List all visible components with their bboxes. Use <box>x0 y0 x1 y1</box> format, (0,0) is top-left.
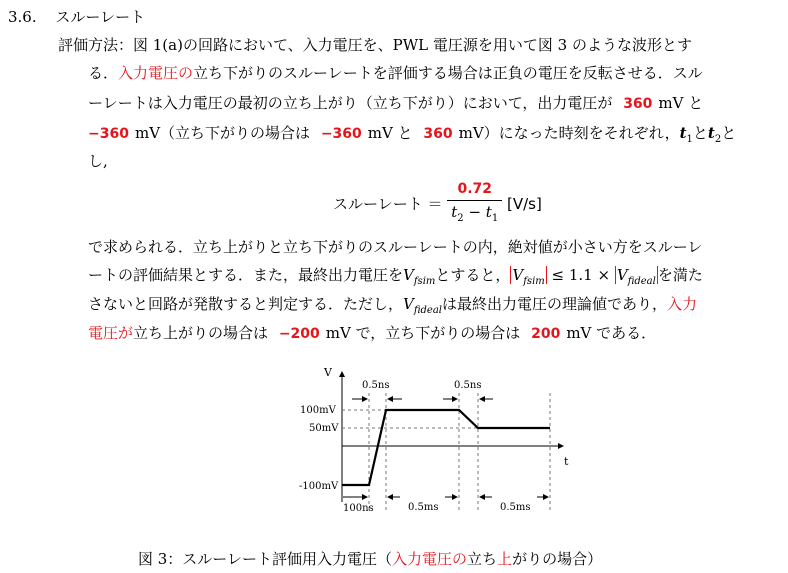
var-v: V <box>616 266 628 284</box>
y-axis-label: V <box>324 366 332 379</box>
value-200: 200 <box>531 326 561 342</box>
input-waveform <box>342 410 550 485</box>
text-run: mV（立ち下がりの場合は <box>134 124 311 142</box>
text-run: mV と <box>658 94 704 112</box>
var-t: t <box>451 203 458 221</box>
paragraph-2-line-1: で求められる．立ち上がりと立ち下がりのスルーレートの内，絶対値が小さい方をスルーレ <box>88 238 703 256</box>
var-v: V <box>403 295 414 313</box>
inequality: ≤ 1.1 × <box>551 266 611 284</box>
highlight-text: 入力 <box>667 295 698 313</box>
text-run: 図 3：スルーレート評価用入力電圧（ <box>138 550 393 568</box>
figure-caption <box>138 548 602 570</box>
var-t: t <box>679 124 687 142</box>
subscript: fsim <box>413 276 436 287</box>
formula-numerator: 0.72 <box>447 178 502 201</box>
section-number: 3.6. <box>8 8 37 26</box>
label-0.5ns-second: 0.5ns <box>454 380 482 391</box>
section-title: スルーレート <box>55 8 146 26</box>
text-run: さないと回路が発散すると判定する．ただし， <box>88 295 404 313</box>
minus-sign: − <box>463 203 486 221</box>
text-run: 立ち上がりの場合は <box>133 324 269 342</box>
text-run: mV と <box>367 124 413 142</box>
text-run: 立ち下がりのスルーレートを評価する場合は正負の電圧を反転させる．スル <box>193 64 703 82</box>
text-run: ーレートは入力電圧の最初の立ち上がり（立ち下がり）において，出力電圧が <box>88 94 613 112</box>
text-run: は最終出力電圧の理論値であり， <box>442 295 668 313</box>
subscript: 1 <box>686 134 693 145</box>
subscript: 2 <box>457 213 464 224</box>
subscript: 1 <box>491 213 499 224</box>
value-minus-360: −360 <box>88 126 129 142</box>
text-run: mV）になった時刻をそれぞれ， <box>458 124 680 142</box>
text-run: と <box>692 124 708 142</box>
var-t: t <box>707 124 715 142</box>
label-minus-100mv: -100mV <box>299 481 339 492</box>
label-0.5ns-first: 0.5ns <box>362 380 390 391</box>
label-0.5ms-second: 0.5ms <box>500 502 531 513</box>
highlight-text: 入力電圧の <box>392 550 468 568</box>
highlight-text: 電圧が <box>88 324 134 342</box>
value-360: 360 <box>623 96 653 112</box>
highlight-text: 入力電圧の <box>118 64 194 82</box>
label-0.5ms-first: 0.5ms <box>408 502 439 513</box>
subscript: 2 <box>714 134 722 145</box>
text-run: と <box>721 124 737 142</box>
value-minus-360: −360 <box>320 126 362 142</box>
formula-lhs: スルーレート ＝ <box>333 195 443 213</box>
value-360: 360 <box>423 126 453 142</box>
text-run: を満た <box>657 266 703 284</box>
label-100mv: 100mV <box>300 405 336 416</box>
paragraph-1-line-5: し, <box>88 152 108 170</box>
formula-unit: [V/s] <box>506 195 542 213</box>
highlight-text: 上 <box>497 550 513 568</box>
subscript: fideal <box>413 305 443 316</box>
text-run: がりの場合） <box>512 550 603 568</box>
text-run: 立ち <box>467 550 498 568</box>
subscript: fsim <box>523 276 545 287</box>
text-run: る． <box>88 64 119 82</box>
label-100ns: 100ns <box>343 503 374 514</box>
text-run: mV で，立ち下がりの場合は <box>325 324 521 342</box>
var-v: V <box>403 266 414 284</box>
text-run: とすると， <box>435 266 511 284</box>
text-run: mV である． <box>566 324 657 342</box>
var-t: t <box>485 203 492 221</box>
text-run: ートの評価結果とする．また，最終出力電圧を <box>88 266 404 284</box>
value-minus-200: −200 <box>278 326 320 342</box>
var-v: V <box>512 266 524 284</box>
label-50mv: 50mV <box>309 423 339 434</box>
x-axis-label: t <box>564 455 569 468</box>
subscript: fideal <box>627 276 656 287</box>
paragraph-1-line-1: 評価方法：図 1(a)の回路において、入力電圧を、PWL 電圧源を用いて図 3 のような波形とす <box>58 36 692 54</box>
